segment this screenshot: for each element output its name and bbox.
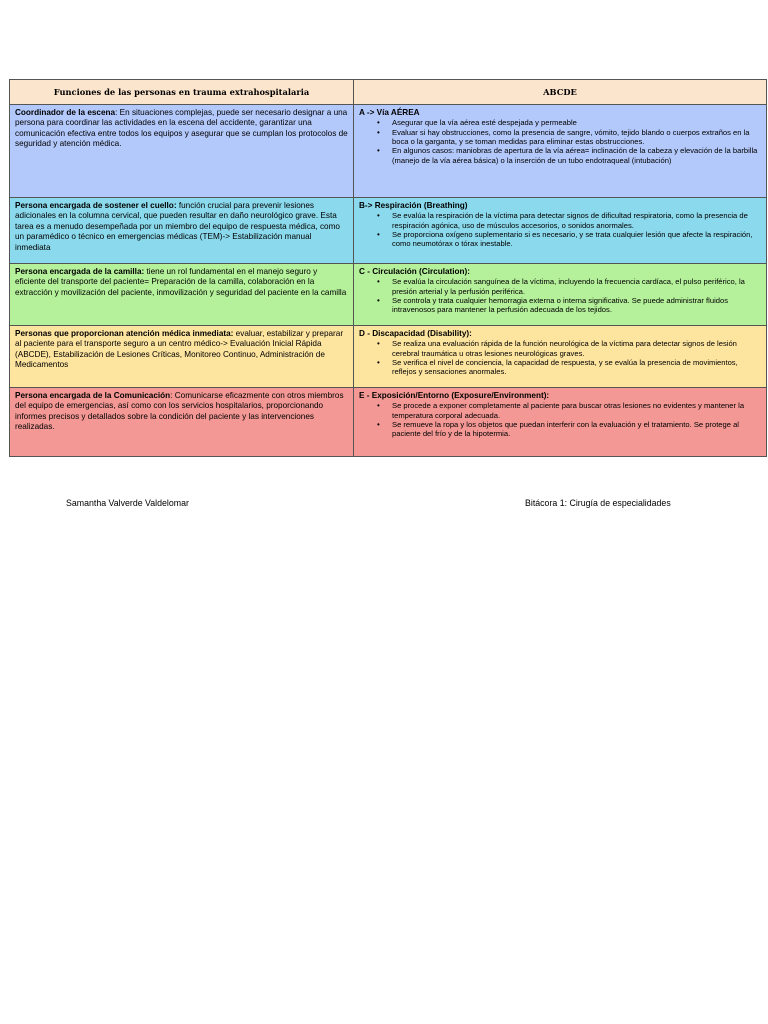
list-item: • Se proporciona oxígeno suplementario si es necesario, y se trata cualquier lesión que afecte la respiración, como neumotórax o tórax inestable.	[392, 230, 761, 249]
list-item: • Se evalúa la circulación sanguínea de la víctima, incluyendo la frecuencia cardíaca, el pulso periférico, la presión arterial y la perfusión periférica.	[392, 277, 761, 296]
abcde-heading: B-> Respiración (Breathing)	[359, 201, 468, 210]
abcde-cell	[354, 198, 767, 264]
header-functions: Funciones de las personas en trauma extrahospitalaria	[10, 80, 354, 105]
list-item: • Se procede a exponer completamente al paciente para buscar otras lesiones no evidentes y mantener la temperatura corporal adecuada.	[392, 401, 761, 420]
abcde-list	[359, 339, 761, 376]
header-abcde: ABCDE	[354, 80, 767, 105]
abcde-list	[359, 401, 761, 438]
list-item: • Se controla y trata cualquier hemorragia externa o interna significativa. Se puede administrar fluidos intravenosos para mantener la perfusión adecuada de los tejidos.	[392, 296, 761, 315]
role-cell	[10, 388, 354, 457]
role-title: Personas que proporcionan atención médica inmediata:	[15, 329, 234, 338]
role-title: Persona encargada de la Comunicación	[15, 391, 171, 400]
role-title: Coordinador de la escena	[15, 108, 116, 117]
list-item: • En algunos casos: maniobras de apertura de la vía aérea= inclinación de la cabeza y elevación de la barbilla (manejo de la vía aérea básica) o la inserción de un tubo endotraqueal (intubación)	[392, 146, 761, 165]
table-row	[10, 264, 767, 326]
list-item: • Evaluar si hay obstrucciones, como la presencia de sangre, vómito, tejido blando o cuerpos extraños en la boca o la garganta, y se toman medidas para eliminar estas obstrucciones.	[392, 128, 761, 147]
functions-abcde-table	[9, 79, 767, 457]
footer-author: Samantha Valverde Valdelomar	[66, 498, 189, 508]
list-item: • Se evalúa la respiración de la víctima para detectar signos de dificultad respiratoria, como la presencia de respiración agónica, uso de músculos accesorios, o sonidos anormales.	[392, 211, 761, 230]
abcde-cell	[354, 264, 767, 326]
role-description: evaluar, estabilizar y preparar al paciente para el transporte seguro a un centro médico-> Evaluación Inicial Rápida (ABCDE), Estabilización de Lesiones Críticas, Monitoreo Continuo, Administración de Medicamentos	[15, 329, 344, 370]
role-title: Persona encargada de la camilla:	[15, 267, 145, 276]
list-item: • Se remueve la ropa y los objetos que puedan interferir con la evaluación y el tratamiento. Se protege al paciente del frío y de la hipotermia.	[392, 420, 761, 439]
role-description: función crucial para prevenir lesiones adicionales en la columna cervical, que pueden resultar en daño neurológico grave. Esta tarea es a menudo desempeñada por un miembro del equipo de respuesta médica, como un paramédico o técnico en emergencias médicas (TEM)-> Estabilización manual inmediata	[15, 201, 340, 252]
role-cell	[10, 326, 354, 388]
abcde-heading: D - Discapacidad (Disability):	[359, 329, 472, 338]
list-item: • Asegurar que la vía aérea esté despejada y permeable	[392, 118, 761, 127]
table-row	[10, 388, 767, 457]
table-row	[10, 105, 767, 198]
table-row	[10, 198, 767, 264]
role-description: : En situaciones complejas, puede ser necesario designar a una persona para coordinar las actividades en la escena del accidente, garantizar una comunicación efectiva entre todos los equipos y asegurar que se cumplan los protocolos de seguridad y atención médica.	[15, 108, 348, 149]
footer-course: Bitácora 1: Cirugía de especialidades	[525, 498, 671, 508]
role-title: Persona encargada de sostener el cuello:	[15, 201, 177, 210]
abcde-list	[359, 277, 761, 314]
abcde-list	[359, 211, 761, 248]
role-cell	[10, 105, 354, 198]
abcde-cell	[354, 388, 767, 457]
abcde-heading: E - Exposición/Entorno (Exposure/Environment):	[359, 391, 550, 400]
role-description: : Comunicarse eficazmente con otros miembros del equipo de emergencias, así como con los servicios hospitalarios, proporcionando informes precisos y detallados sobre la condición del paciente y las intervenciones realizadas.	[15, 391, 344, 432]
abcde-heading: C - Circulación (Circulation):	[359, 267, 470, 276]
role-description: tiene un rol fundamental en el manejo seguro y eficiente del transporte del paciente= Preparación de la camilla, colaboración en la extracción y movilización del paciente, inmovilización y seguridad del paciente en la camilla	[15, 267, 347, 297]
role-cell	[10, 198, 354, 264]
table-header-row	[10, 80, 767, 105]
table-row	[10, 326, 767, 388]
list-item: • Se realiza una evaluación rápida de la función neurológica de la víctima para detectar signos de lesión cerebral traumática u otras lesiones neurológicas graves.	[392, 339, 761, 358]
abcde-heading: A -> Vía AÉREA	[359, 108, 420, 117]
abcde-cell	[354, 326, 767, 388]
abcde-list	[359, 118, 761, 164]
list-item: • Se verifica el nivel de conciencia, la capacidad de respuesta, y se evalúa la presencia de movimientos, reflejos y sensaciones anormales.	[392, 358, 761, 377]
abcde-cell	[354, 105, 767, 198]
role-cell	[10, 264, 354, 326]
